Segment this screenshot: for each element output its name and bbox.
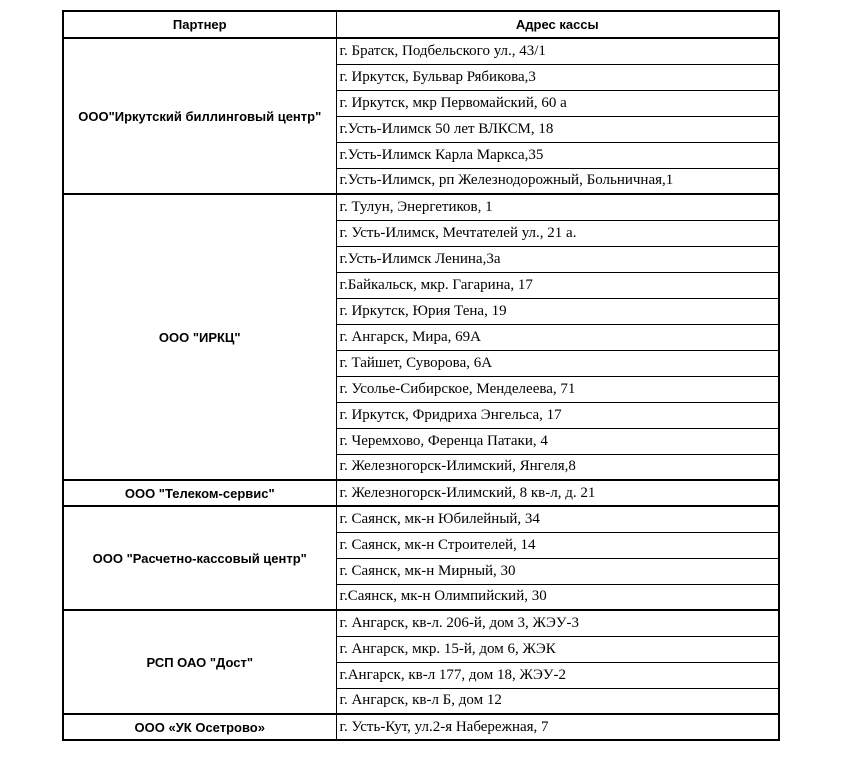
address-cell: г.Байкальск, мкр. Гагарина, 17	[336, 272, 779, 298]
address-cell: г. Усть-Кут, ул.2-я Набережная, 7	[336, 714, 779, 740]
partner-cell: ООО "Расчетно-кассовый центр"	[63, 506, 336, 610]
address-cell: г. Ангарск, кв-л. 206-й, дом 3, ЖЭУ-3	[336, 610, 779, 636]
address-cell: г. Иркутск, Юрия Тена, 19	[336, 298, 779, 324]
address-cell: г.Усть-Илимск, рп Железнодорожный, Больничная,1	[336, 168, 779, 194]
address-cell: г. Железногорск-Илимский, Янгеля,8	[336, 454, 779, 480]
address-cell: г. Саянск, мк-н Юбилейный, 34	[336, 506, 779, 532]
address-cell: г.Ангарск, кв-л 177, дом 18, ЖЭУ-2	[336, 662, 779, 688]
address-cell: г. Ангарск, мкр. 15-й, дом 6, ЖЭК	[336, 636, 779, 662]
address-cell: г. Иркутск, мкр Первомайский, 60 а	[336, 90, 779, 116]
address-cell: г.Усть-Илимск Карла Маркса,35	[336, 142, 779, 168]
address-cell: г. Саянск, мк-н Строителей, 14	[336, 532, 779, 558]
address-cell: г. Ангарск, Мира, 69А	[336, 324, 779, 350]
header-partner: Партнер	[63, 11, 336, 38]
address-cell: г.Усть-Илимск Ленина,3а	[336, 246, 779, 272]
address-cell: г.Саянск, мк-н Олимпийский, 30	[336, 584, 779, 610]
partner-cell: ООО «УК Осетрово»	[63, 714, 336, 740]
address-cell: г. Черемхово, Ференца Патаки, 4	[336, 428, 779, 454]
address-cell: г. Иркутск, Фридриха Энгельса, 17	[336, 402, 779, 428]
address-cell: г. Усолье-Сибирское, Менделеева, 71	[336, 376, 779, 402]
address-cell: г. Ангарск, кв-л Б, дом 12	[336, 688, 779, 714]
address-cell: г.Усть-Илимск 50 лет ВЛКСМ, 18	[336, 116, 779, 142]
header-address: Адрес кассы	[336, 11, 779, 38]
partner-cell: ООО "Телеком-сервис"	[63, 480, 336, 506]
cash-desk-table	[62, 10, 780, 741]
table-row	[63, 714, 779, 740]
address-cell: г. Тулун, Энергетиков, 1	[336, 194, 779, 220]
table-row	[63, 610, 779, 636]
partner-cell: РСП ОАО "Дост"	[63, 610, 336, 714]
address-cell: г. Иркутск, Бульвар Рябикова,3	[336, 64, 779, 90]
table-row	[63, 480, 779, 506]
partner-cell: ООО "ИРКЦ"	[63, 194, 336, 480]
table-body	[63, 38, 779, 740]
table-row	[63, 506, 779, 532]
address-cell: г. Усть-Илимск, Мечтателей ул., 21 а.	[336, 220, 779, 246]
partner-cell: ООО"Иркутский биллинговый центр"	[63, 38, 336, 194]
header-row	[63, 11, 779, 38]
table-row	[63, 38, 779, 64]
address-cell: г. Железногорск-Илимский, 8 кв-л, д. 21	[336, 480, 779, 506]
address-cell: г. Братск, Подбельского ул., 43/1	[336, 38, 779, 64]
table-row	[63, 194, 779, 220]
address-cell: г. Саянск, мк-н Мирный, 30	[336, 558, 779, 584]
address-cell: г. Тайшет, Суворова, 6А	[336, 350, 779, 376]
